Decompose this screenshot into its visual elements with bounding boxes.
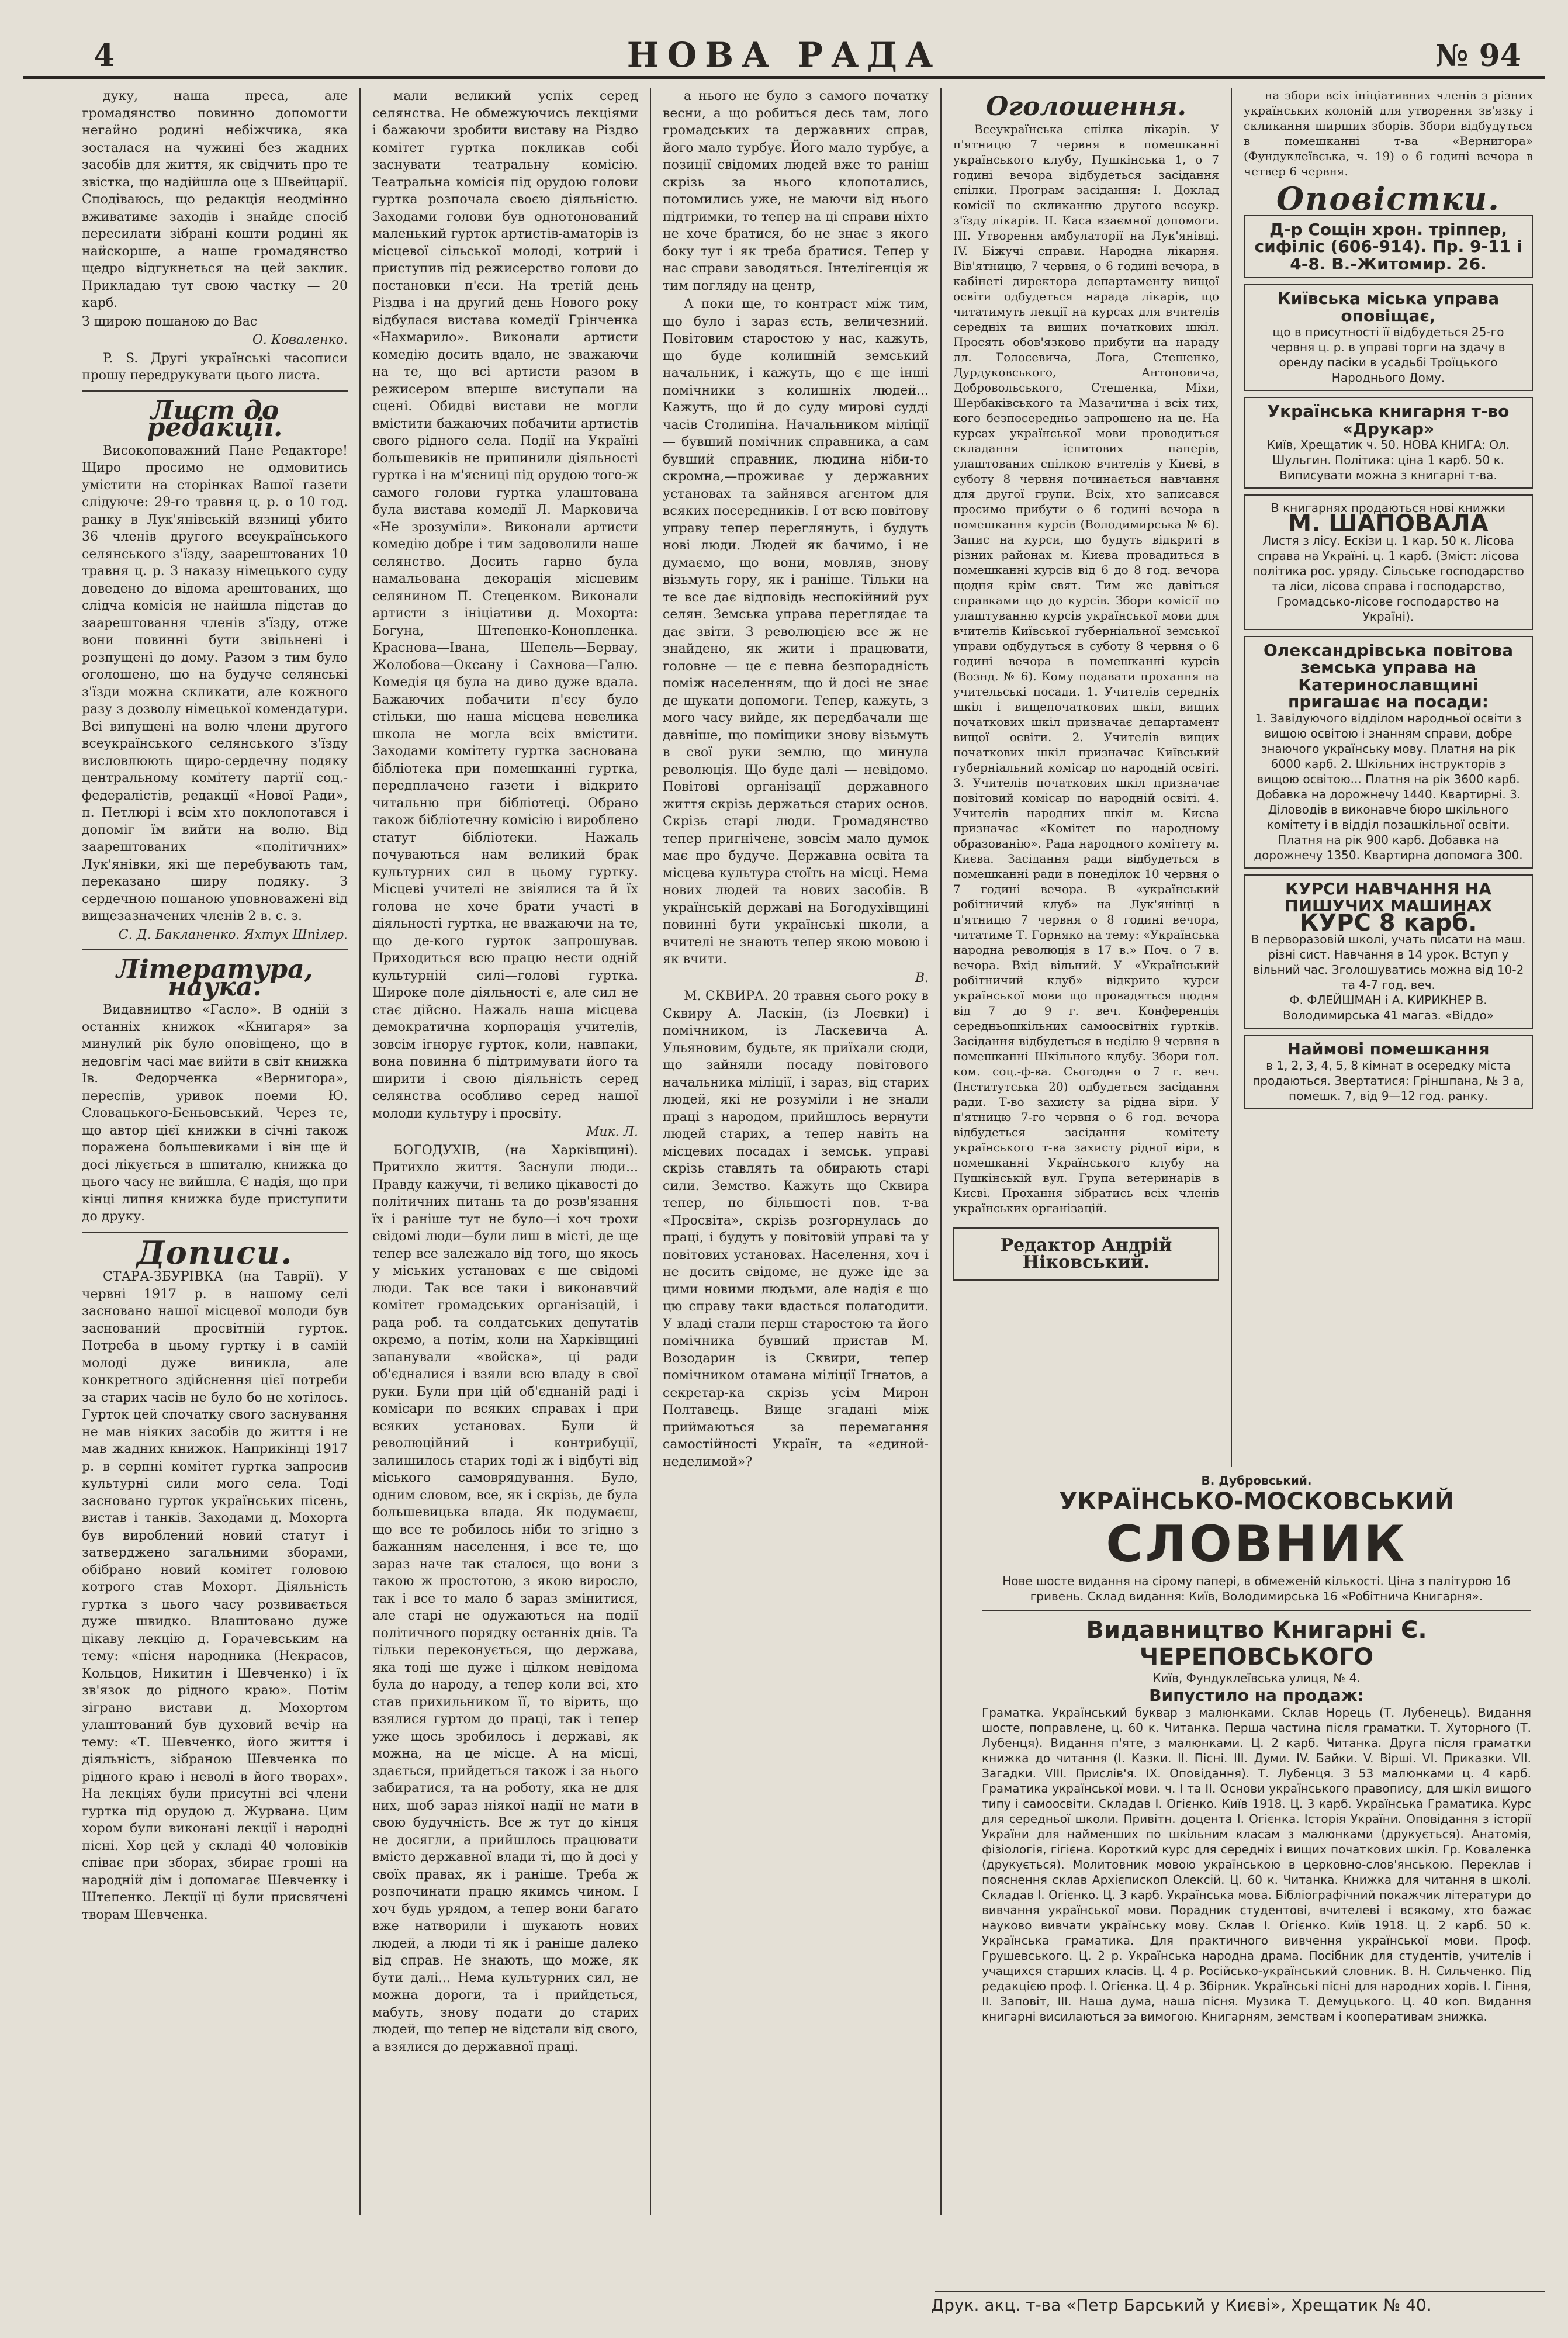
ad-title: М. ШАПОВАЛА xyxy=(1288,510,1489,537)
ad-kyiv-city xyxy=(1244,284,1533,391)
section-heading-dopysy: Дописи. xyxy=(136,1233,293,1271)
article-text: на збори всіх ініціативних членів з різних українських колоній для утворення зв'язку і скликання ширших зборів. Збори відбудуться в помешканні т-ва «Вернигора» (Фундуклеївська, ч. 19) о 6 годині вечора в четвер 6 червня. xyxy=(1244,88,1533,178)
publisher-books: Граматка. Український буквар з малюнками. Склав Норець (Т. Лубенець). Видання шосте, поправлене, ц. 60 к. Читанка. Перша частина після граматки. Т. Хуторного (Т. Лубенця). Видання п'яте, з малюнками. Ц. 2 карб. Читанка. Друга після граматки книжка до читання (І. Казки. ІІ. Пісні. ІІІ. Думи. IV. Байки. V. Вірші. VI. Приказки. VII. Загадки. VIII. Прислів'я. IX. Оповідання). Т. Лубенця. З 53 малюнками ц. 4 карб. Граматика української мови. ч. І та ІІ. Основи українського правопису, для шкіл вищого типу і самоосвіти. Складав І. Огієнко. Київ 1918. Ц. 3 карб. Українська Граматика. Курс для середньої школи. Привітн. доцента І. Огієнка. Історія України. Оповідання з історії України для найменших по шкільним класам з малюнками (друкується). Анатомія, фізіологія, гігієна. Короткий курс для середніх і вищих початкових шкіл. Гр. Коваленка (друкується). Молитовник мовою українською в церковно-слов'янською. Переклав і пояснення склав Архієпископ Олексій. Ц. 60 к. Читанка. Книжка для читання в школі. Складав І. Огієнко. Ц. 3 карб. Українська мова. Бібліографічний покажчик літератури до вивчання української мови. Порадник студентові, вчителеві і всякому, хто бажає науково вивчати українську мову. Склав І. Огієнко. Київ 1918. Ц. 2 карб. 50 к. Українська граматика. Для практичного вивчення української мови. Проф. Грушевського. Ц. 2 р. Українська народна драма. Посібник для студентів, учителів і учащихся старших класів. Ц. 4 р. Російсько-український словник. В. Н. Сильченко. Під редакцією проф. І. Огієнка. Ц. 4 р. Збірник. Українські пісні для народних хорів. І. Гіння, ІІ. Заповіт, ІІІ. Наша дума, наша пісня. Музика Т. Демуцького. Ц. 40 коп. Видання книгарні висилаються за вимогою. Книгарням, земствам і кооперативам знижка. xyxy=(982,1706,1531,2024)
ad-text: Листя з лісу. Ескізи ц. 1 кар. 50 к. Лісова справа на Україні. ц. 1 карб. (Зміст: лісова політика рос. уряду. Сільське господарство та ліси, лісова справа і господарство, Громадсько-лісове господарство на Україні). xyxy=(1252,533,1524,624)
article-text: мали великий успіх серед селянства. Не обмежуючись лекціями і бажаючи зробити виставу на Різдво комітет гуртка покликав собі заснувати театральну комісію. Театральна комісія під орудою голови гуртка розпочала своєю діяльністю. Заходами голови був однотонований маленький гурток артистів-аматорів із місцевої сільської молоді, котрий і приступив під режисерство голови до постановки п'єси. На третій день Різдва і на другий день Нового року відбулася вистава комедії Грінченка «Нахмарило». Виконали артисти комедію досить вдало, не зважаючи на те, що всі артисти разом в режисером вперше виступали на сцені. Обидві вистави не могли вмістити бажаючих побачити артистів свого рідного села. Події на Україні большевиків не припинили діяльності гуртка і на м'ясниці під орудою того-ж самого голови гуртка улаштована була вистава комедії Л. Марковича «Не зрозуміли». Виконали артисти комедію добре і тим задоволили наше селянство. Досить гарно була намальована декорація місцевим селянином П. Стеценком. Виконали артисти з ініціативи д. Мохорта: Богуна, Штепенко-Конопленка. Краснова—Івана, Шепель—Бервау, Жолобова—Оксану і Сахнова—Галю. Комедія ця була на диво дуже вдала. Бажаючих побачити п'єсу було стільки, що наша місцева невелика школа не могла всіх вмістити. Заходами комітету гуртка заснована бібліотека при помешканні гуртка, передплачено газети і відкрито читальню при бібліотеці. Обрано також бібліотечну комісію і вироблено статут бібліотеки. Нажаль почуваються нам великий брак культурних сил в цьому гуртку. Місцеві учителі не звіялися та й їх голова не хоче брати участі в діяльності гуртка, не вважаючи на те, що де-кого гурток запрошував. Приходиться всю працю нести одній культурній силі—голові гуртка. Широке поле діяльності є, але сил не стає дійсно. Нажаль наша місцева демократична корпорація учителів, зовсім ігнорує гурток, коли, навпаки, вона повинна б підтримувати його та ширити і свою діяльність серед селянства особливо серед нашої молоди культуру і просвіту. xyxy=(372,89,638,1121)
publisher-lead: Випустило на продаж: xyxy=(1149,1686,1364,1705)
literature-text: Видавництво «Гасло». В одній з останніх книжок «Книгаря» за минулий рік було оповіщено, що в недовгім часі має вийти в світ книжка Ів. Федорченка «Вернигора», переспів, уривок поеми Ю. Словацького-Беньовський. Через те, що автор цієї книжки в січні також поражена большевиками і він ще й досі лікується в шпиталю, книжка до цього часу не вийшла. Є надія, що при кінці липня книжка буде приступити до друку. xyxy=(82,1002,348,1224)
regards-line: З щирою пошаною до Вас xyxy=(82,314,258,329)
ad-text: Київ, Хрещатик ч. 50. НОВА КНИГА: Ол. Шульгин. Політика: ціна 1 карб. 50 к. Виписувати можна з книгарні т-ва. xyxy=(1266,438,1510,482)
printer-footer: Друк. акц. т-ва «Петр Барський у Києві», Хрещатик № 40. xyxy=(931,2295,1432,2315)
publisher-address: Київ, Фундуклеївська улиця, № 4. xyxy=(1152,1671,1361,1685)
section-heading-literature: Література, наука. xyxy=(116,954,313,1002)
divider xyxy=(82,1232,348,1233)
divider xyxy=(82,390,348,392)
page-number: 4 xyxy=(94,38,115,74)
editor-credit: Редактор Андрій Ніковський. xyxy=(953,1227,1219,1281)
ad-price: КУРС 8 карб. xyxy=(1299,909,1477,936)
section-heading-notices: Оповістки. xyxy=(1276,180,1500,217)
ad-text: 1. Завідуючого відділом народньої освіти з вищою освітою і знанням справи, добре знаючого українську мову. Платня на рік 6000 карб. 2. Шкільних інструкторів з вищою освітою... Платня на рік 3600 карб. Добавка на дорожнечу 1440. Квартирні. 3. Діловодів в виконавче бюро шкільного комітету і в відділ позашкільної освіти. Платня на рік 900 карб. Добавка на дорожнечу 1350. Квартирна допомога 300. xyxy=(1254,711,1523,862)
ad-title: Наймові помешкання xyxy=(1287,1039,1490,1059)
ad-typing-courses xyxy=(1244,874,1533,1029)
divider xyxy=(82,949,348,950)
publisher-title: Видавництво Книгарні Є. ЧЕРЕПОВСЬКОГО xyxy=(1086,1617,1427,1671)
article-text: БОГОДУХІВ, (на Харківщині). Притихло життя. Заснули люди... Правду кажучи, ті велико цікавості до політичних питань та до розв'язання їх і раніше тут не було—і хоч трохи свідомі люди—були лиш в місті, де ще тепер все залежало від того, що якось у міських установах є ще свідомі люди. Так все таки і виконавчий комітет громадських організацій, і рада роб. та солдатських депутатів окремо, а потім, коли на Харківщині запанували «войска», ці ради об'єдналися і взяли всю владу в свої руки. Були при цій об'єднаній раді і комісари по всяких справах і при всяких установах. Були й революційний і контрибуції, залишилось старих тоді ж і відбуті від міського самоврядування. Було, одним словом, все, як і скрізь, де була большевицька влада. Як подумаєш, що все те робилось ніби то згідно з бажанням населення, і все те, що зараз наче так сталося, що вони з такою ж простотою, з якою виросло, так і все то мало б зараз змінитися, але старі не одужаються на події політичного порядку останніх днів. Та тільки переконується, що держава, яка тоді ще дуже і цілком невідома була до народу, а тепер коли всі, хто став прихильником її, то вірить, що взялися гуртом до праці, так і тепер уже щось зробилось і державі, як можна, на це місце. А на місці, здається, прийдеться також і за нього забиратися, та на роботу, яка не для них, щоб зараз ніякої надії не мати в свою будучність. Все ж тут до кінця не досягли, а прийшлось працювати вмісто державної влади ті, що й досі у своїх правах, як і раніше. Треба ж розпочинати працю якимсь чином. І хоч будь урядом, а тепер вони багато вже натворили і шукають нових людей, а люди ті як і раніше далеко від справ. Не знають, що може, як бути далі... Нема культурних сил, не можна дороги, та і прийдеться, мабуть, знову подати до старих людей, що тепер не відстали від свого, а взялися до державної праці. xyxy=(372,1143,638,2055)
ad-drukar xyxy=(1244,397,1533,489)
article-text: дуку, наша преса, але громадянство повинно допомогти негайно родині небіжчика, яка зосталася на чужині без жадних засобів для життя, як свідчить про те звістка, що надійшла оце з Швейцарії. Сподіваюсь, що редакція неодмінно вживатиме заходів і знайде спосіб пересилати зібрані кошти родині як найскорше, а наше громадянство щедро відгукнеться на цей заклик. Прикладаю тут свою частку — 20 карб. xyxy=(82,89,348,310)
article-text: М. СКВИРА. 20 травня сього року в Сквиру А. Ласкін, (із Лоєвки) і помічником, із Ласкевича А. Ульяновим, будьте, як приїхали сюди, що зайняли посаду повітового начальника міліції, і зараз, від старих людей, які не розуміли і не знали праці з народом, прийшлось вернути людей старих, а тепер навіть на місцевих посадах і земськ. управі скрізь ставлять та обирають старі сили. Земство. Кажуть що Сквира тепер, по більшості пов. т-ва «Просвіта», скрізь розгорнулась до праці, і будуть у повітовій управі та у повітових установах. Населення, хоч і не досить свідоме, не дуже іде за цими новими людьми, але надія є що цю справу таки вдасться полагодити. У владі стали перш старостою та його помічника бувший пристав М. Возодарин із Сквири, тепер помічником отамана міліції Ігнатов, а секретар-ка скрізь усім Мирон Полтавець. Вище згадані між приймаються за перемагання самостійності Україн, та «єдиной-неделимой»? xyxy=(663,989,929,1469)
column-2 xyxy=(361,88,651,2215)
ad-text: Д-р Сощін хрон. тріппер, сифіліс (606-914). Пр. 9-11 і 4-8. В.-Житомир. 26. xyxy=(1254,219,1522,274)
ad-title: Київська міська управа оповіщає, xyxy=(1277,289,1500,326)
ad-text: в 1, 2, 3, 4, 5, 8 кімнат в осередку міста продаються. Звертатися: Гріншпана, № 3 а, помешк. 7, від 9—12 год. ранку. xyxy=(1252,1058,1524,1103)
ad-oleksandrivsk xyxy=(1244,636,1533,869)
ad-title: Олександрівська повітова земська управа на Катеринославщині пригашає на посади: xyxy=(1263,640,1514,711)
column-1 xyxy=(70,88,361,2215)
issue-number: № 94 xyxy=(1435,38,1521,74)
signature: Мик. Л. xyxy=(586,1125,638,1139)
masthead xyxy=(23,35,1545,79)
section-heading-announcements: Оголошення. xyxy=(985,92,1187,122)
column-3 xyxy=(651,88,942,2215)
ad-lead: В книгарнях продаються нові книжки xyxy=(1271,501,1505,515)
ad-text: В перворазовій школі, учать писати на маш. різні сист. Навчання в 14 урок. Вступ у вільний час. Зголошуватись можна від 10-2 та 4-7 год. веч. xyxy=(1251,932,1526,992)
ad-signature: Ф. ФЛЕЙШМАН і А. КИРИКНЕР В. Володимирська 41 магаз. «Віддо» xyxy=(1283,993,1494,1022)
postscript: P. S. Другі українські часописи прошу передрукувати цього листа. xyxy=(82,351,348,383)
divider xyxy=(935,2291,1545,2292)
paper-title: НОВА РАДА xyxy=(626,35,942,75)
signature: В. xyxy=(915,970,929,985)
section-heading-letter: Лист до редакції. xyxy=(147,395,283,442)
signature: С. Д. Бакланенко. Яхтух Шпілер. xyxy=(118,927,348,942)
letter-text: Високоповажний Пане Редакторе! Щиро просимо не одмовитись умістити на сторінках Вашої газети слідуюче: 29-го травня ц. р. о 10 год. ранку в Лук'янівській вязниці убито 36 членів другого всеукраїнського селянського з'їзду, заарештованих 10 травня ц. р. З наказу німецького суду доведено до відома арештованих, що слідча комісія не найшла підстав до заарештовання членів з'їзду, отже вони повинні бути звільнені і розпущені до дому. Разом з тим було оголошено, що на будуче селянські з'їзди можна скликати, але кожного разу з дозволу німецької комендатури. Всі випущені на волю члени другого всеукраїнського селянського з'їзду висловлюють щиро-сердечну подяку центральному комітету партії соц.-федералістів, редакції «Нової Ради», п. Петлюрі і всім хто поклопотався і допоміг їм вийти на волю. Від заарештованих «політичних» Лук'янівки, які ще перебувають там, переказано щиру подяку. З сердечною пошаною уповноважені від вищезазначених членів 2 в. с. з. xyxy=(82,443,348,924)
dictionary-title: УКРАЇНСЬКО-МОСКОВСЬКИЙ xyxy=(1059,1488,1454,1515)
announcements-text: Всеукраїнська спілка лікарів. У п'ятницю 7 червня в помешканні українського клубу, Пушкінська 1, о 7 годині вечора відбудеться засідання спілки. Програм засідання: І. Доклад комісії по скликанню другого всеукр. з'їзду лікарів. ІІ. Каса взаємної допомоги. ІІІ. Утворення амбулаторії на Лук'янівці. IV. Біжучі справи. Народна лікарня. Вів'ятницю, 7 червня, о 6 годині вечора, в кабінеті директора департаменту вищої освіти одбудеться нарада лікарів, що читатимуть лекції на курсах для вчителів середніх та вищих початкових шкіл. Просять обов'язково прибути на нараду лл. Голосевича, Лога, Стешенко, Дурдуковського, Антоновича, Добровольського, Стешенка, Міхи, Шербаківського та Мазачична і всіх тих, кого безпосередньо запрошено на це. На курсах української мови проводиться складання іспитових паперів, улаштованих спілкою вчителів у Києві, в суботу 8 червня починається навчання для другої групи. Всіх, хто записався просимо прибути о 6 годині вечора в помешкання курсів (Володимирська № 6). Запис на курси, що будуть відкриті в різних районах м. Києва провадиться в помешканні курсів від 6 до 8 год. вечора щодня крім свят. Тим же давіться справками що до курсів. Збори комісії по улаштуванню курсів української мови для вчителів Київської губерніальної земської управи одбудуться в суботу 8 червня о 6 годині вечора в помешканні курсів (Вознд. № 6). Кому подавати прохання на учительські посади. 1. Учителів середніх шкіл і вищепочаткових шкіл, вищих початкових шкіл призначає департамент вищої освіти. 2. Учителів вищих початкових шкіл призначає Київський губерніальний комісар по народній освіті. 3. Учителів початкових шкіл призначає повітовий комісар по народній освіті. 4. Учителів народних шкіл м. Києва призначає «Комітет по народному образованію». Рада народного комітету м. Києва. Засідання ради відбудеться в помешканні ради в понеділок 10 червня о 7 годині вечора. В «український робітничий клуб» на Лук'янівці в п'ятницю 7 червня о 8 годині вечора, читатиме Т. Горняко на тему: «Українська народна революція в 17 в.» Поч. о 7 в. вечора. Вхід вільний. У «Український робітничий клуб» відкрито курси української мови що провадяться щодня від 7 до 9 г. веч. Конференція середньошкільних самоосвітніх гуртків. Засідання відбудеться в неділю 9 червня в помешканні Шкільного клубу. Збори гол. ком. соц.-ф-ва. Сьогодня о 7 г. веч. (Інститутська 20) одбудеться засідання ради. Т-во захисту за рідна віри. У п'ятницю 7-го червня о 6 год. вечора відбудеться засідання комітету українського т-ва захисту рідної віри, в помешканні Українського клубу на Пушкінській вул. Група ветеринарів в Києві. Прохання зібратись всіх членів українських організацій. xyxy=(953,122,1219,1215)
dopysy-text: СТАРА-ЗБУРІВКА (на Таврії). У червні 1917 р. в нашому селі засновано нашої місцевої молоди був заснований просвітній гурток. Потреба в цьому гуртку і в самій молоді дуже виникла, але конкретного здійснення цієї потреби за старих часів не було бо не хотілось. Гурток цей спочатку свого заснування не мав ніяких засобів до життя і не мав жадних книжок. Наприкінці 1917 р. в серпні комітет гуртка запросив культурні сили мого села. Тоді засновано гурток українських пісень, вистав і танків. Заходами д. Мохорта був вироблений новий статут і затверджено загальними зборами, обібрано новий комітет головою котрого став Мохорт. Діяльність гуртка з цього часу розвивається дуже швидко. Влаштовано дуже цікаву лекцію д. Горачевським на тему: «пісня народника (Некрасов, Кольцов, Никитин і Шевченко) і їх зв'язок до рідного краю». Потім зіграно вистави д. Мохортом улаштований був духовий вечір на тему: «Т. Шевченко, його життя і діяльність, зібраною Шевченка по рідного краю і неволі в його творах». На лекціях були присутні всі члени гуртка під орудою д. Журвана. Цим хором були виконані лекції і народні пісні. Хор цей у складі 40 чоловіків співає при зборах, збирає гроші на народній дім і допомагає Шевченку і Штепенко. Лекції ці були присвячені творам Шевченка. xyxy=(82,1270,348,1922)
article-text: а нього не було з самого початку весни, а що робиться десь там, лого громадських та державних справ, його мало турбує. Його мало турбує, а позиції свідомих людей вже то раніш скрізь за нього клопотались, потомились уже, не маючи від нього підтримки, то тепер на ці справи ніхто не хоче братися, бо не знає з якого боку тут і як треба братися. Тепер у нас справи заводяться. Інтелігенція ж тим погляду на центр, xyxy=(663,89,929,293)
ad-rooms xyxy=(1244,1035,1533,1109)
ad-title: Українська книгарня т-во «Друкар» xyxy=(1267,402,1510,438)
dictionary-author: В. Дубровський. xyxy=(1201,1474,1312,1488)
dictionary-text: Нове шосте видання на сірому папері, в обмеженій кількості. Ціна з палітурою 16 гривень. Склад видання: Київ, Володимирська 16 «Робітнича Книгарня». xyxy=(1002,1574,1511,1603)
article-text: А поки ще, то контраст між тим, що було і зараз єсть, величезний. Повітовим старостою у нас, кажуть, що буде колишній земський начальник, і кажуть, що є ще інші помічники з колишніх людей... Кажуть, що й до суду мирові судді часів Столипіна. Начальником міліції — бувший помічник справника, а сам бувший справник, людина ніби-то скромна,—проживає у державних установах та зайнявся агентом для всяких посередників. І от всю повітову управу тепер переглянуть, і будуть нові люди. Людей як бачимо, і не думаємо, що вони, мовляв, знову візьмуть гору, як і раніше. Тільки на те все дає відповідь неспокійний рух селян. Земська управа переглядає та дає звіти. З революцією все ж не знайдено, як жити і працювати, головне — це є певна безпорадність поміж населенням, що й досі не знає де шукати допомоги. Тепер, кажуть, з мого часу вийде, як передбачали ще давніше, що поміщики знову візьмуть в свої руки землю, що минула революція. Що буде далі — невідомо. Повітові організації державного життя скрізь держаться старих основ. Скрізь старі люди. Громадянство тепер пригнічене, зовсім мало думок має про будуче. Державна освіта та місцева культура стоїть на місці. Нема нових людей та нових засобів. В українській державі на Богодухівщині повинні бути українські школи, а вчителі не знають тепер якою мовою і як вчити. xyxy=(663,297,929,967)
publisher-ads xyxy=(970,1467,1543,2280)
dictionary-word: СЛОВНИК xyxy=(1106,1515,1407,1573)
signature: О. Коваленко. xyxy=(252,333,348,347)
ad-shapoval xyxy=(1244,494,1533,630)
divider xyxy=(982,1610,1531,1611)
ad-text: що в присутності її відбудеться 25-го червня ц. р. в управі торги на здачу в оренду пасіки в усадьбі Троїцького Народнього Дому. xyxy=(1271,325,1505,385)
ad-doctor xyxy=(1244,215,1533,279)
ad-title: КУРСИ НАВЧАННЯ НА ПИШУЧИХ МАШИНАХ xyxy=(1285,879,1492,915)
